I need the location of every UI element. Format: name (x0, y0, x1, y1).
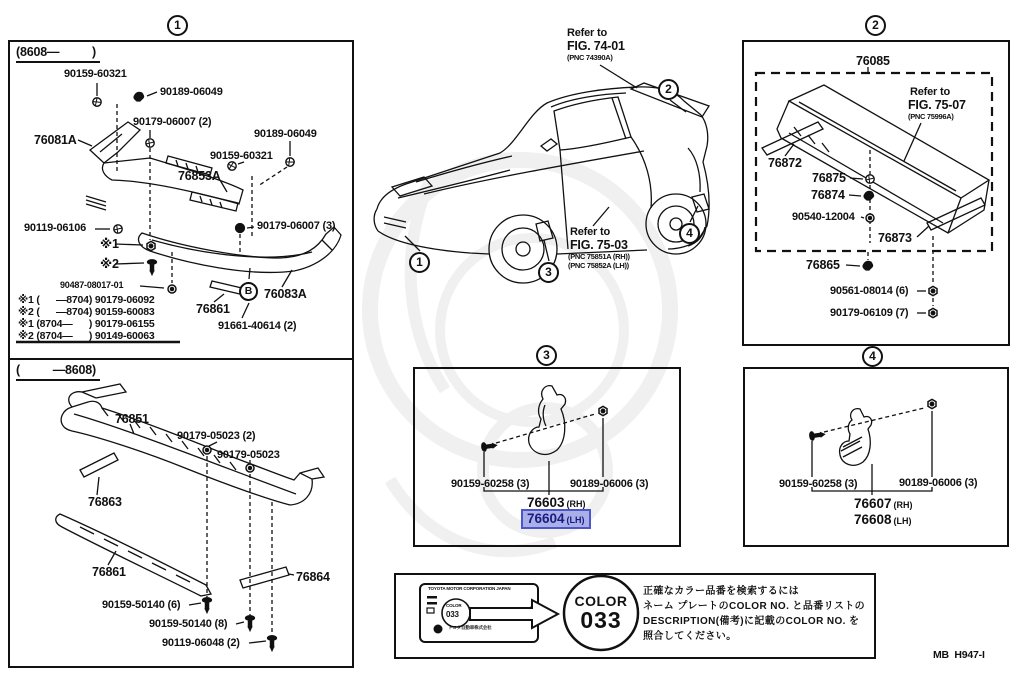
p1-note-line-1: ※1 ( —8704) 90179-06092 (18, 294, 155, 306)
p2-label-76861: 76861 (92, 565, 126, 579)
p2-date-range-header: ( —8608) (16, 364, 100, 381)
p1-label-90189-06049-b: 90189-06049 (254, 128, 317, 140)
car-ref-top-line3: (PNC 74390A) (567, 53, 613, 62)
p1-label-76081A: 76081A (34, 133, 77, 147)
tr-label-90561-08014-6: 90561-08014 (6) (830, 285, 909, 297)
badge-3-car: 3 (538, 262, 559, 283)
badge-1-top: 1 (167, 15, 188, 36)
badge-3-panel: 3 (536, 345, 557, 366)
p4-side-lh: (LH) (893, 516, 912, 526)
tr-label-76085: 76085 (856, 54, 890, 68)
p2-label-76851: 76851 (115, 412, 149, 426)
color-note-line-3: DESCRIPTION(備考)に記載のCOLOR NO. を (643, 616, 860, 627)
p3-label-90159-60258-3: 90159-60258 (3) (451, 478, 530, 490)
nameplate-maker: トヨタ自動車株式会社 (448, 626, 492, 631)
p2-label-76864: 76864 (296, 570, 330, 584)
tr-ref-line3: (PNC 75996A) (908, 112, 954, 121)
panel-rear-spoiler (742, 40, 1010, 346)
p1-label-90159-60321-a: 90159-60321 (64, 68, 127, 80)
p1-label-76083A: 76083A (264, 287, 307, 301)
car-ref-top-line1: Refer to (567, 27, 607, 39)
p1-label-76853A: 76853A (178, 169, 221, 183)
tr-label-76875: 76875 (812, 171, 846, 185)
p4-part-number-lh: 76608 (854, 512, 892, 527)
tr-label-76865: 76865 (806, 258, 840, 272)
p1-label-90119-06106: 90119-06106 (24, 222, 87, 234)
p4-label-90189-06006-3: 90189-06006 (3) (899, 477, 978, 489)
p1-note-line-2: ※2 ( —8704) 90159-60083 (18, 306, 155, 318)
p1-label-90179-06007-2: 90179-06007 (2) (133, 116, 212, 128)
p2-label-90179-05023-2: 90179-05023 (2) (177, 430, 256, 442)
p2-label-90119-06048-2: 90119-06048 (2) (162, 637, 240, 649)
p3-side-rh: (RH) (566, 499, 586, 509)
p4-side-rh: (RH) (893, 500, 913, 510)
p2-label-90179-05023: 90179-05023 (217, 449, 280, 461)
car-ref-side-line3: (PNC 75851A (RH)) (568, 252, 630, 261)
car-ref-side-line2: FIG. 75-03 (570, 238, 628, 252)
badge-2-top: 2 (865, 15, 886, 36)
p1-ref-mark-1: ※1 (100, 237, 119, 251)
p3-label-90189-06006-3: 90189-06006 (3) (570, 478, 649, 490)
nameplate-circle-color: COLOR (446, 604, 462, 609)
p1-label-90179-06007-3: 90179-06007 (3) (257, 220, 336, 232)
tr-ref-line1: Refer to (910, 86, 950, 98)
color-note-line-1: 正確なカラー品番を検索するには (643, 586, 799, 597)
tr-ref-line2: FIG. 75-07 (908, 98, 966, 112)
color-note-line-2: ネーム プレートのCOLOR NO. と品番リストの (643, 601, 866, 612)
p1-label-76861: 76861 (196, 302, 230, 316)
badge-1-car: 1 (409, 252, 430, 273)
p3-label-76603-rh (527, 495, 586, 510)
tr-label-90540-12004: 90540-12004 (792, 211, 855, 223)
tr-label-76873: 76873 (878, 231, 912, 245)
badge-2-car: 2 (658, 79, 679, 100)
p1-note-line-4: ※2 (8704— ) 90149-60063 (18, 330, 155, 342)
nameplate-circle-number: 033 (446, 610, 459, 619)
p2-label-90159-50140-6: 90159-50140 (6) (102, 599, 181, 611)
tr-label-76874: 76874 (811, 188, 845, 202)
p4-label-76607-rh (854, 496, 913, 511)
car-ref-side-line4: (PNC 75852A (LH)) (568, 261, 629, 270)
p1-label-90159-60321-b: 90159-60321 (210, 150, 273, 162)
tr-label-76872: 76872 (768, 156, 802, 170)
car-ref-top-line2: FIG. 74-01 (567, 39, 625, 53)
p1-note-line-3: ※1 (8704— ) 90179-06155 (18, 318, 155, 330)
p4-part-number-rh: 76607 (854, 496, 892, 511)
p3-part-number-lh: 76604 (527, 511, 565, 526)
p1-label-90189-06049-a: 90189-06049 (160, 86, 223, 98)
p4-label-76608-lh (854, 512, 912, 527)
p3-part-number-rh: 76603 (527, 495, 565, 510)
car-ref-side-line1: Refer to (570, 226, 610, 238)
p3-side-lh: (LH) (566, 515, 585, 525)
tr-label-90179-06109-7: 90179-06109 (7) (830, 307, 909, 319)
p3-label-76604-lh-highlighted[interactable] (521, 509, 591, 529)
p1-b-callout: B (239, 282, 258, 301)
p1-label-91661-40614-2: 91661-40614 (2) (218, 320, 297, 332)
badge-4-panel: 4 (862, 346, 883, 367)
figure-code: MB H947-I (933, 649, 985, 661)
p1-ref-mark-2: ※2 (100, 257, 119, 271)
badge-4-car: 4 (679, 223, 700, 244)
p2-label-76863: 76863 (88, 495, 122, 509)
p4-label-90159-60258-3: 90159-60258 (3) (779, 478, 858, 490)
p1-date-range-header: (8608— ) (16, 46, 100, 63)
nameplate-title: TOYOTA MOTOR CORPORATION JAPAN (428, 587, 511, 592)
p2-label-90159-50140-8: 90159-50140 (8) (149, 618, 228, 630)
color-circle-word: COLOR (574, 593, 628, 609)
p1-label-90487-08017-01: 90487-08017-01 (60, 280, 124, 290)
color-note-line-4: 照合してください。 (643, 631, 737, 642)
color-circle-number: 033 (580, 607, 622, 633)
